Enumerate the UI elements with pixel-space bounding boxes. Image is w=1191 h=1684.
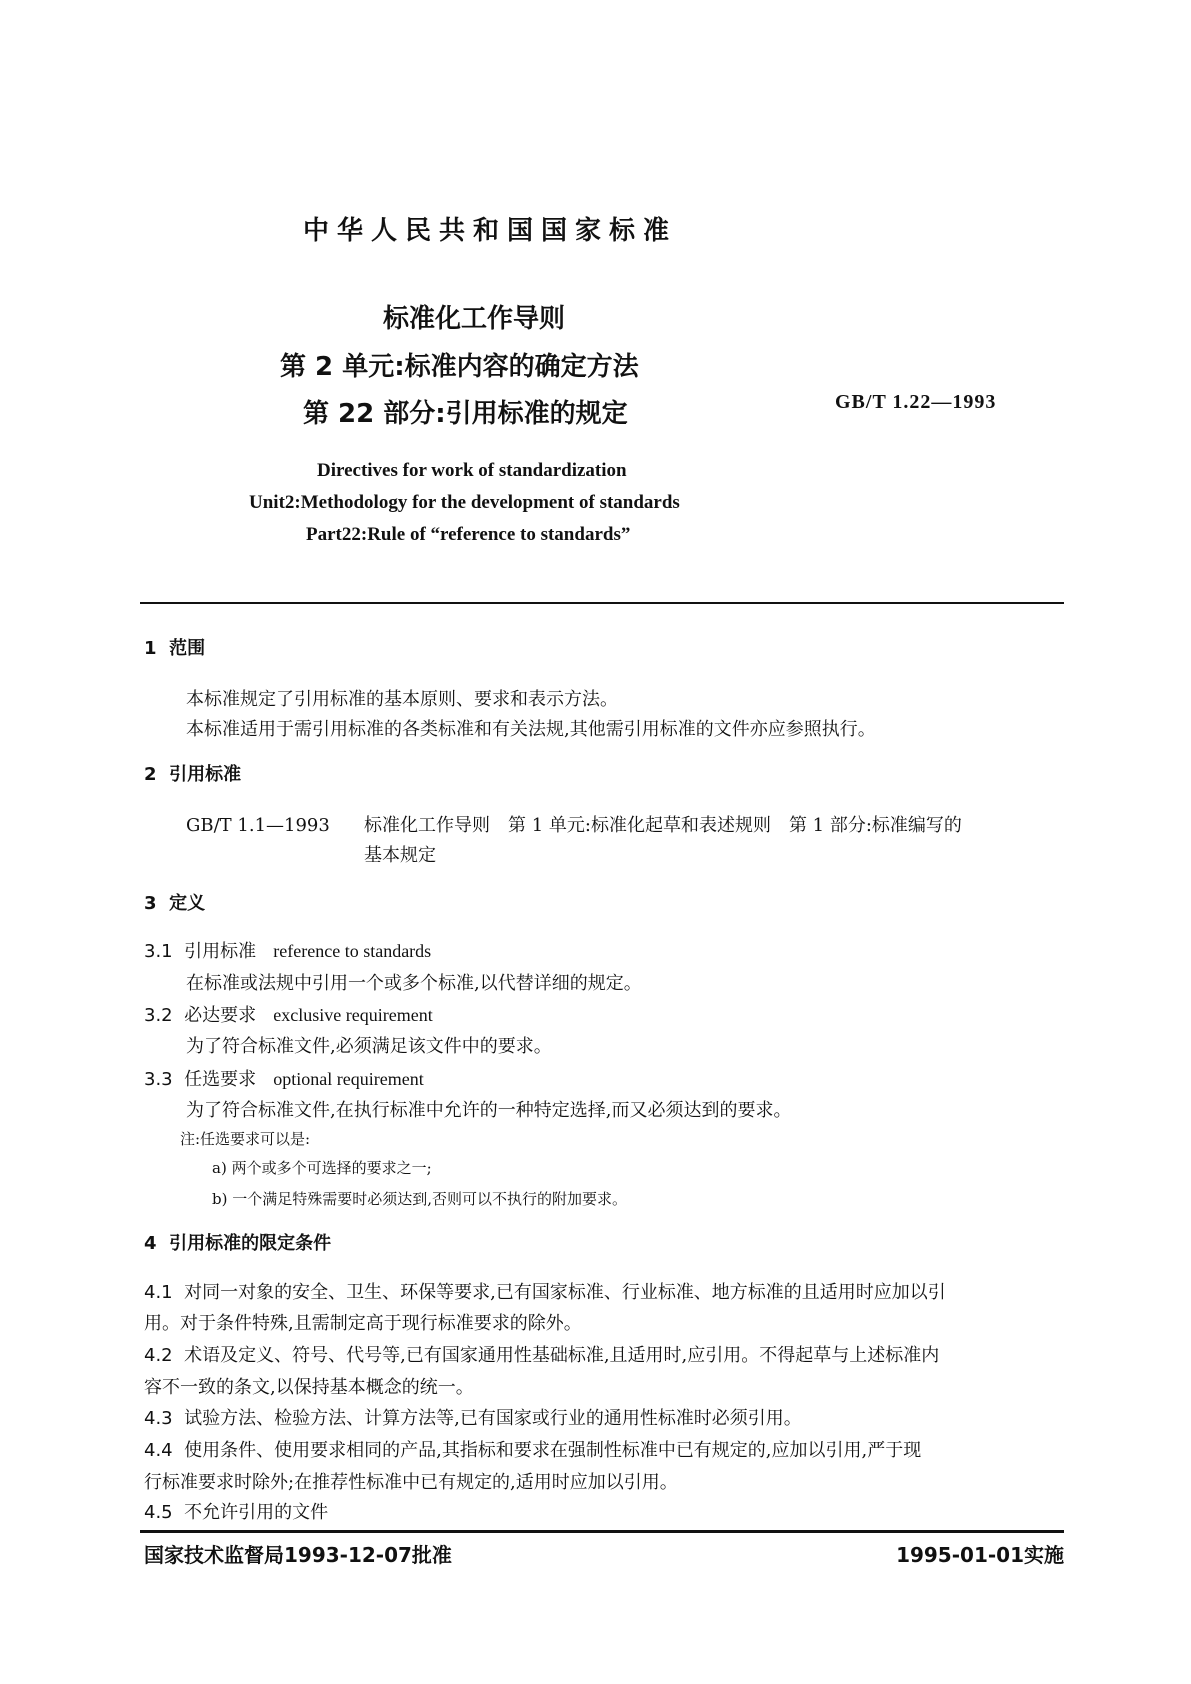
definition-3-1-text: 在标准或法规中引用一个或多个标准,以代替详细的规定。 [186, 973, 642, 994]
note-item-a: a) 两个或多个可选择的要求之一; [212, 1159, 432, 1177]
approval-date: 国家技术监督局1993-12-07批准 [144, 1543, 452, 1567]
reference-title-line-1: 标准化工作导则 第 1 单元:标准化起草和表述规则 第 1 部分:标准编写的 [364, 815, 962, 836]
clause-4-2-line-1: 4.2 术语及定义、符号、代号等,已有国家通用性基础标准,且适用时,应引用。不得起草与上述标准内 [144, 1345, 940, 1366]
definition-3-2-text: 为了符合标准文件,必须满足该文件中的要求。 [186, 1036, 552, 1057]
english-title-1: Directives for work of standardization [317, 460, 627, 481]
clause-4-1-line-2: 用。对于条件特殊,且需制定高于现行标准要求的除外。 [144, 1313, 582, 1334]
clause-4-4-line-1: 4.4 使用条件、使用要求相同的产品,其指标和要求在强制性标准中已有规定的,应加以引用,严于现 [144, 1440, 922, 1461]
note-item-b: b) 一个满足特殊需要时必须达到,否则可以不执行的附加要求。 [212, 1190, 627, 1208]
effective-date: 1995-01-01实施 [896, 1543, 1064, 1567]
definition-3-1-term: 3.1 引用标准 reference to standards [144, 941, 432, 962]
english-title-3: Part22:Rule of “reference to standards” [306, 524, 631, 545]
clause-4-3: 4.3 试验方法、检验方法、计算方法等,已有国家或行业的通用性标准时必须引用。 [144, 1408, 802, 1429]
definition-3-3-term: 3.3 任选要求 optional requirement [144, 1069, 424, 1090]
section-2-heading: 2 引用标准 [144, 764, 242, 785]
title-line-1: 标准化工作导则 [383, 304, 566, 334]
reference-code: GB/T 1.1—1993 [186, 815, 330, 836]
section-1-heading: 1 范围 [144, 638, 206, 659]
reference-title-line-2: 基本规定 [364, 845, 436, 866]
national-standard-header: 中华人民共和国国家标准 [303, 216, 678, 246]
clause-4-5: 4.5 不允许引用的文件 [144, 1502, 329, 1523]
title-line-3: 第 22 部分:引用标准的规定 [303, 399, 628, 429]
section-1-para-2: 本标准适用于需引用标准的各类标准和有关法规,其他需引用标准的文件亦应参照执行。 [186, 719, 876, 740]
section-4-heading: 4 引用标准的限定条件 [144, 1233, 332, 1254]
section-1-para-1: 本标准规定了引用标准的基本原则、要求和表示方法。 [186, 689, 618, 710]
definition-3-2-term: 3.2 必达要求 exclusive requirement [144, 1005, 433, 1026]
clause-4-4-line-2: 行标准要求时除外;在推荐性标准中已有规定的,适用时应加以引用。 [144, 1472, 678, 1493]
header-divider [140, 602, 1064, 604]
definition-3-3-text: 为了符合标准文件,在执行标准中允许的一种特定选择,而又必须达到的要求。 [186, 1100, 792, 1121]
clause-4-2-line-2: 容不一致的条文,以保持基本概念的统一。 [144, 1377, 474, 1398]
footer-divider [140, 1530, 1064, 1533]
standard-code: GB/T 1.22—1993 [835, 391, 997, 413]
title-line-2: 第 2 单元:标准内容的确定方法 [280, 352, 639, 382]
english-title-2: Unit2:Methodology for the development of standards [249, 492, 680, 513]
note-heading: 注:任选要求可以是: [180, 1130, 311, 1148]
clause-4-1-line-1: 4.1 对同一对象的安全、卫生、环保等要求,已有国家标准、行业标准、地方标准的且适用时应加以引 [144, 1282, 946, 1303]
section-3-heading: 3 定义 [144, 893, 206, 914]
